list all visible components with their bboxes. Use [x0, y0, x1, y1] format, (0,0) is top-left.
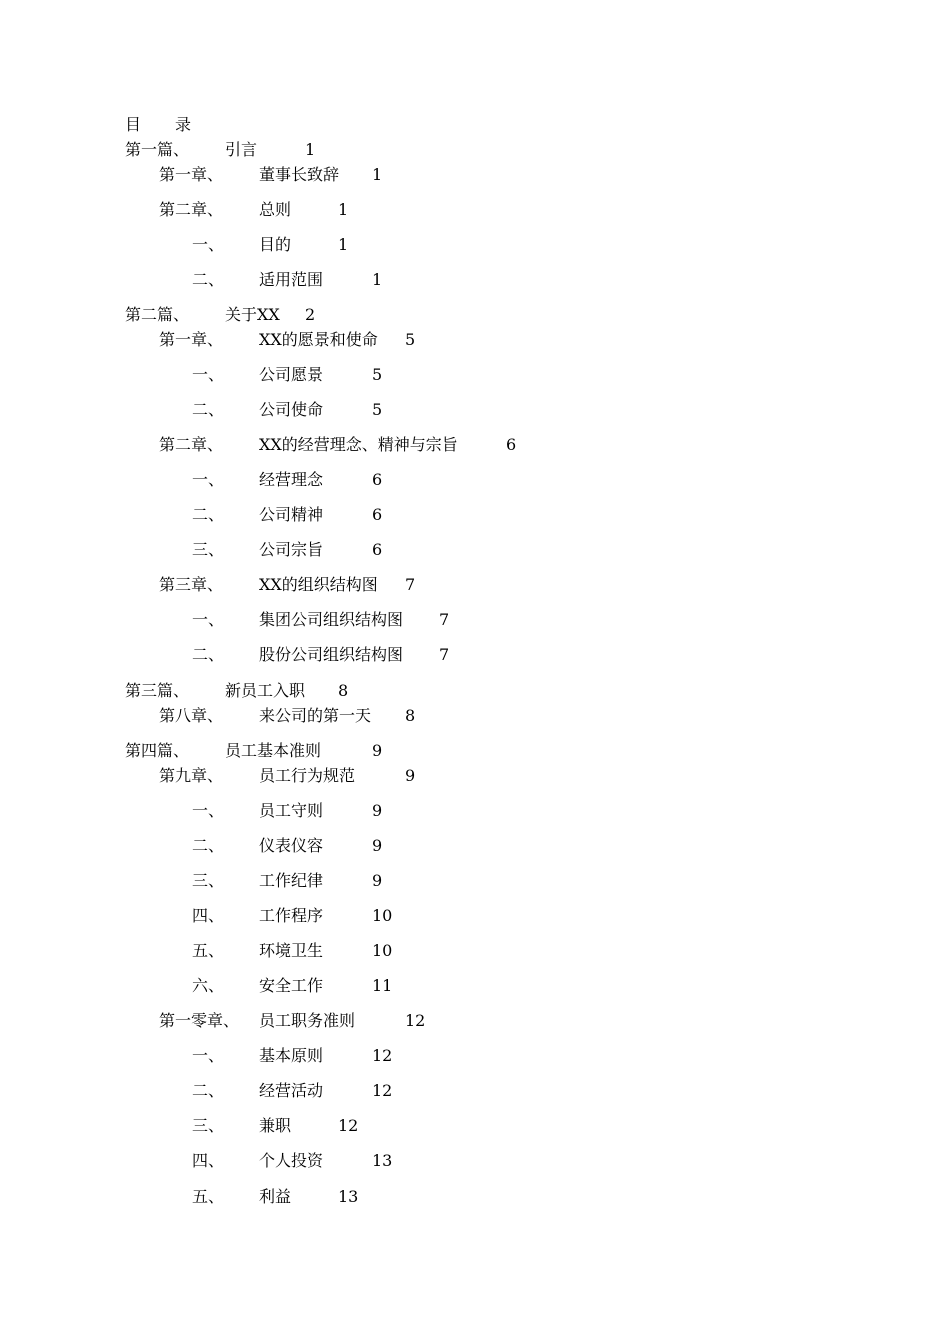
toc-entry-number: 一、 — [192, 235, 225, 254]
toc-heading-char-1: 目 — [125, 115, 142, 134]
toc-entry-page: 10 — [372, 941, 393, 960]
toc-entry-page: 1 — [305, 140, 316, 159]
toc-entry-number: 第二章、 — [159, 435, 224, 454]
toc-entry-title: 安全工作 — [259, 976, 324, 995]
toc-entry-page: 6 — [506, 435, 517, 454]
toc-entry-title: 基本原则 — [259, 1046, 324, 1065]
toc-entry-page: 9 — [405, 766, 416, 785]
toc-entry-page: 8 — [338, 681, 349, 700]
toc-entry-page: 12 — [372, 1081, 393, 1100]
toc-entry-number: 第九章、 — [159, 766, 224, 785]
toc-entry-page: 2 — [305, 305, 316, 324]
toc-entry-title: 关于XX — [225, 305, 280, 324]
toc-entry-number: 三、 — [192, 540, 225, 559]
toc-entry-page: 7 — [439, 645, 450, 664]
toc-entry-title: 公司使命 — [259, 400, 324, 419]
toc-entry-title: 股份公司组织结构图 — [259, 645, 404, 664]
toc-entry-title: 仪表仪容 — [259, 836, 324, 855]
toc-entry-number: 四、 — [192, 1151, 225, 1170]
toc-entry-number: 二、 — [192, 270, 225, 289]
toc-entry-title: XX的愿景和使命 — [259, 330, 378, 349]
toc-entry-title: 新员工入职 — [225, 681, 306, 700]
toc-entry-title: 公司精神 — [259, 505, 324, 524]
toc-entry-page: 10 — [372, 906, 393, 925]
toc-entry-page: 12 — [405, 1011, 426, 1030]
toc-entry-number: 六、 — [192, 976, 225, 995]
toc-entry-page: 1 — [372, 165, 383, 184]
toc-entry-page: 6 — [372, 540, 383, 559]
toc-entry-number: 第一篇、 — [125, 140, 190, 159]
toc-entry-title: 兼职 — [259, 1116, 292, 1135]
toc-entry-number: 第一章、 — [159, 330, 224, 349]
toc-entry-number: 二、 — [192, 836, 225, 855]
toc-entry-number: 二、 — [192, 505, 225, 524]
toc-entry-number: 二、 — [192, 1081, 225, 1100]
toc-entry-page: 12 — [372, 1046, 393, 1065]
toc-entry-page: 7 — [439, 610, 450, 629]
toc-entry-title: 员工基本准则 — [225, 741, 322, 760]
toc-entry-title: 工作纪律 — [259, 871, 324, 890]
toc-entry-number: 二、 — [192, 400, 225, 419]
toc-entry-page: 6 — [372, 470, 383, 489]
toc-entry-title: XX的经营理念、精神与宗旨 — [259, 435, 458, 454]
toc-entry-title: 公司愿景 — [259, 365, 324, 384]
toc-entry-page: 8 — [405, 706, 416, 725]
toc-entry-number: 一、 — [192, 801, 225, 820]
toc-entry-title: 工作程序 — [259, 906, 324, 925]
toc-entry-title: 总则 — [259, 200, 292, 219]
toc-entry-number: 第一零章、 — [159, 1011, 240, 1030]
toc-entry-title: 员工守则 — [259, 801, 324, 820]
toc-entry-title: XX的组织结构图 — [259, 575, 378, 594]
toc-entry-number: 三、 — [192, 1116, 225, 1135]
toc-entry-page: 1 — [338, 200, 349, 219]
toc-entry-page: 6 — [372, 505, 383, 524]
toc-entry-page: 7 — [405, 575, 416, 594]
toc-entry-page: 9 — [372, 836, 383, 855]
toc-entry-number: 第八章、 — [159, 706, 224, 725]
toc-entry-number: 第一章、 — [159, 165, 224, 184]
toc-entry-page: 11 — [372, 976, 393, 995]
toc-entry-title: 员工行为规范 — [259, 766, 356, 785]
toc-entry-title: 引言 — [225, 140, 258, 159]
toc-entry-number: 第四篇、 — [125, 741, 190, 760]
toc-entry-page: 12 — [338, 1116, 359, 1135]
toc-entry-page: 5 — [405, 330, 416, 349]
toc-entry-title: 公司宗旨 — [259, 540, 324, 559]
toc-entry-page: 9 — [372, 801, 383, 820]
toc-entry-page: 1 — [338, 235, 349, 254]
toc-entry-number: 五、 — [192, 941, 225, 960]
toc-entry-number: 一、 — [192, 365, 225, 384]
toc-entry-title: 来公司的第一天 — [259, 706, 372, 725]
toc-entry-page: 5 — [372, 400, 383, 419]
toc-entry-number: 第二篇、 — [125, 305, 190, 324]
toc-entry-number: 二、 — [192, 645, 225, 664]
toc-entry-number: 四、 — [192, 906, 225, 925]
toc-entry-title: 目的 — [259, 235, 292, 254]
toc-entry-title: 经营活动 — [259, 1081, 324, 1100]
toc-entry-title: 员工职务准则 — [259, 1011, 356, 1030]
toc-entry-number: 第三章、 — [159, 575, 224, 594]
toc-entry-page: 1 — [372, 270, 383, 289]
toc-entry-number: 五、 — [192, 1187, 225, 1206]
toc-entry-number: 第三篇、 — [125, 681, 190, 700]
toc-entry-title: 适用范围 — [259, 270, 324, 289]
toc-entry-title: 环境卫生 — [259, 941, 324, 960]
toc-entry-page: 5 — [372, 365, 383, 384]
toc-entry-title: 经营理念 — [259, 470, 324, 489]
toc-entry-number: 一、 — [192, 610, 225, 629]
toc-entry-page: 9 — [372, 871, 383, 890]
toc-entry-page: 9 — [372, 741, 383, 760]
toc-entry-title: 利益 — [259, 1187, 292, 1206]
toc-entry-page: 13 — [338, 1187, 359, 1206]
toc-entry-title: 董事长致辞 — [259, 165, 340, 184]
toc-entry-number: 第二章、 — [159, 200, 224, 219]
toc-entry-title: 个人投资 — [259, 1151, 324, 1170]
toc-entry-title: 集团公司组织结构图 — [259, 610, 404, 629]
toc-entry-number: 三、 — [192, 871, 225, 890]
toc-heading-char-2: 录 — [175, 115, 192, 134]
toc-entry-number: 一、 — [192, 470, 225, 489]
toc-entry-page: 13 — [372, 1151, 393, 1170]
toc-entry-number: 一、 — [192, 1046, 225, 1065]
